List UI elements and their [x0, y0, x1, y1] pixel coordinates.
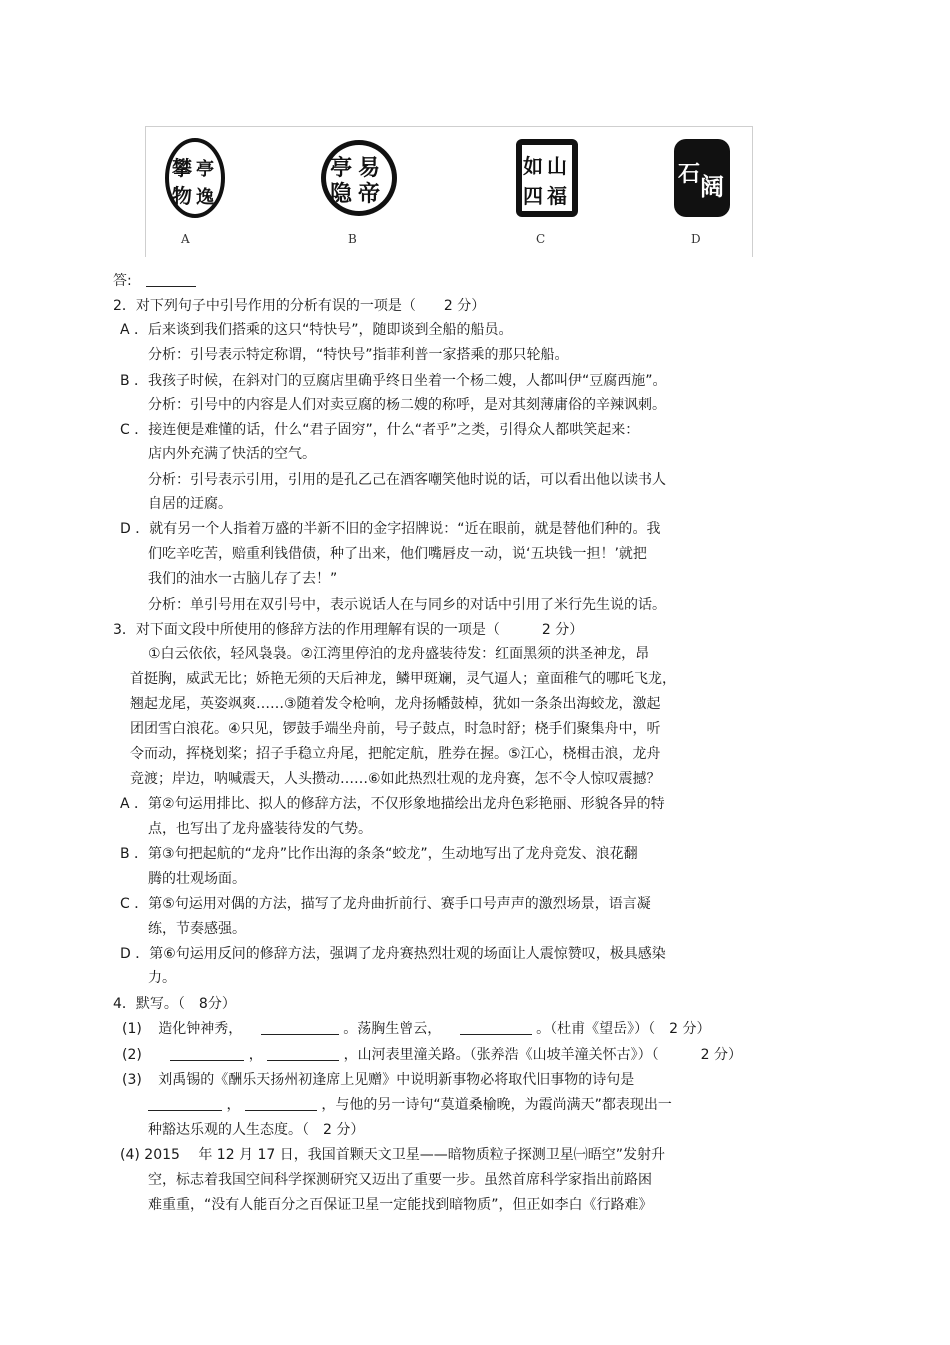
q4-item-2-text: ，山河表里潼关路。（张养浩《山坡羊潼关怀古》）（ 2 分） [343, 1047, 743, 1063]
svg-text:隐: 隐 [330, 181, 353, 207]
q3-passage-line-2: 首挺胸，威武无比；娇艳无须的天后神龙，鳞甲斑斓，灵气逼人；童面稚气的哪吒飞龙， [130, 671, 676, 687]
q2-option-c-cont: 店内外充满了快活的空气。 [148, 446, 316, 462]
svg-text:亭: 亭 [330, 155, 353, 181]
q4-item-3-blank-2[interactable] [245, 1096, 317, 1111]
q4-item-2-blank-1[interactable] [170, 1046, 244, 1061]
seal-label-b: B [348, 232, 357, 246]
q4-item-3-separator: ， [226, 1097, 241, 1113]
q2-option-b-analysis: 分析：引号中的内容是人们对卖豆腐的杨二嫂的称呼，是对其刻薄庸俗的辛辣讽刺。 [148, 397, 666, 413]
q4-item-3-number: (3) [122, 1072, 142, 1088]
q4-item-1-blank-1[interactable] [261, 1020, 339, 1035]
q4-item-2-number: (2) [122, 1047, 142, 1063]
q4-item-3-text-c: ，与他的另一诗句“莫道桑榆晚，为霞尚满天”都表现出一 [321, 1097, 672, 1113]
seal-label-a: A [181, 232, 190, 246]
q4-item-3-line-2 [148, 1095, 672, 1115]
svg-text:石: 石 [678, 161, 701, 187]
q4-item-3-text-a: 刘禹锡的《酬乐天扬州初逢席上见赠》中说明新事物必将取代旧事物的诗句是 [158, 1072, 635, 1088]
seal-label-c: C [536, 232, 546, 246]
q3-passage-line-3: 翘起龙尾，英姿飒爽……③随着发令枪响，龙舟扬幡鼓棹，犹如一条条出海蛟龙，激起 [130, 696, 661, 712]
answer-blank[interactable] [146, 272, 196, 287]
svg-text:逸: 逸 [196, 187, 214, 208]
q3-option-b-cont: 腾的壮观场面。 [148, 871, 246, 887]
q3-option-a-cont: 点，也写出了龙舟盛装待发的气势。 [148, 821, 372, 837]
q2-option-b: B ．我孩子时候，在斜对门的豆腐店里确乎终日坐着一个杨二嫂，人都叫伊“豆腐西施”。 [120, 373, 667, 389]
q4-item-1-number: (1) [122, 1021, 142, 1037]
svg-text:易: 易 [358, 155, 381, 181]
q3-stem: 3．对下面文段中所使用的修辞方法的作用理解有误的一项是（ 2 分） [113, 622, 584, 638]
q4-item-1-text-b: 。荡胸生曾云， [343, 1021, 442, 1037]
seal-c-image [514, 137, 580, 219]
seal-options-figure [145, 126, 753, 257]
q4-item-1-text-c: 。（杜甫《望岳》）（ 2 分） [536, 1021, 711, 1037]
svg-text:如: 如 [523, 154, 543, 178]
q2-option-a: A ．后来谈到我们搭乘的这只“特快号”，随即谈到全船的船员。 [120, 322, 513, 338]
q2-option-d: D ．就有另一个人指着万盛的半新不旧的金字招牌说：“近在眼前，就是替他们种的。我 [120, 521, 661, 537]
q2-option-c-analysis-cont: 自居的迂腐。 [148, 496, 232, 512]
q3-passage-line-1: ①白云依依，轻风袅袅。②江湾里停泊的龙舟盛装待发：红面黑须的洪圣神龙，昂 [148, 646, 650, 662]
seal-d-image [672, 137, 732, 219]
q4-item-1-text-a: 造化钟神秀， [158, 1021, 243, 1037]
seal-b-image [318, 137, 400, 219]
seal-a-image [164, 137, 226, 219]
q2-option-d-analysis: 分析：单引号用在双引号中，表示说话人在与同乡的对话中引用了米行先生说的话。 [148, 597, 666, 613]
q4-item-1-blank-2[interactable] [460, 1020, 532, 1035]
svg-text:阔: 阔 [700, 172, 724, 201]
svg-text:山: 山 [547, 154, 567, 178]
q2-option-c-analysis: 分析：引号表示引用，引用的是孔乙己在酒客嘲笑他时说的话，可以看出他以读书人 [148, 472, 666, 488]
q3-option-a: A ．第②句运用排比、拟人的修辞方法，不仅形象地描绘出龙舟色彩艳丽、形貌各异的特 [120, 796, 665, 812]
q2-option-d-cont-2: 我们的油水一古脑儿存了去！” [148, 571, 338, 587]
svg-text:攀: 攀 [172, 156, 192, 180]
q3-passage-line-6: 竞渡；岸边，呐喊震天，人头攒动……⑥如此热烈壮观的龙舟赛，怎不令人惊叹震撼？ [130, 771, 661, 787]
q3-passage-line-4: 团团雪白浪花。④只见，锣鼓手端坐舟前，号子鼓点，时急时舒；桡手们聚集舟中，听 [130, 721, 661, 737]
q3-passage-line-5: 令而动，挥桡划桨；招子手稳立舟尾，把舵定航，胜券在握。⑤江心，桡楫击浪，龙舟 [130, 746, 661, 762]
q4-item-1 [122, 1019, 710, 1039]
answer-label: 答: [113, 273, 132, 289]
svg-text:物: 物 [172, 184, 192, 208]
q2-option-c: C ．接连便是难懂的话，什么“君子固穷”，什么“者乎”之类，引得众人都哄笑起来： [120, 422, 640, 438]
q4-item-4: (4) 2015 年 12 月 17 日，我国首颗天文卫星——暗物质粒子探测卫星㈠晤空”发射升 [120, 1147, 666, 1163]
q4-item-3-line-3: 种豁达乐观的人生态度。（ 2 分） [148, 1122, 365, 1138]
q4-item-2 [122, 1045, 742, 1065]
q4-item-2-separator: ， [248, 1047, 263, 1063]
q4-item-3 [122, 1070, 634, 1090]
seal-label-d: D [691, 232, 701, 246]
answer-line [113, 271, 196, 291]
q4-item-2-blank-2[interactable] [267, 1046, 339, 1061]
q3-option-d: D ．第⑥句运用反问的修辞方法，强调了龙舟赛热烈壮观的场面让人震惊赞叹，极具感染 [120, 946, 666, 962]
q3-option-c: C ．第⑤句运用对偶的方法，描写了龙舟曲折前行、赛手口号声声的激烈场景，语言凝 [120, 896, 651, 912]
q3-option-b: B ．第③句把起航的“龙舟”比作出海的条条“蛟龙”，生动地写出了龙舟竞发、浪花翻 [120, 846, 638, 862]
q2-option-a-analysis: 分析：引号表示特定称谓，“特快号”指菲利普一家搭乘的那只轮船。 [148, 347, 569, 363]
q3-option-d-cont: 力。 [148, 970, 176, 986]
q3-option-c-cont: 练，节奏感强。 [148, 921, 246, 937]
svg-text:亭: 亭 [196, 159, 214, 180]
svg-text:福: 福 [547, 184, 567, 208]
q2-option-d-cont-1: 们吃辛吃苦，赔重利钱借债，种了出来，他们嘴唇皮一动，说‘五块钱一担！’就把 [148, 546, 647, 562]
q4-stem: 4．默写。（ 8分） [113, 996, 236, 1012]
q2-stem: 2．对下列句子中引号作用的分析有误的一项是（ 2 分） [113, 298, 486, 314]
q4-item-4-line-2: 空，标志着我国空间科学探测研究又迈出了重要一步。虽然首席科学家指出前路困 [148, 1172, 652, 1188]
q4-item-4-line-3: 难重重，“没有人能百分之百保证卫星一定能找到暗物质”，但正如李白《行路难》 [148, 1197, 653, 1213]
svg-text:四: 四 [523, 184, 543, 208]
q4-item-3-blank-1[interactable] [148, 1096, 222, 1111]
svg-text:帝: 帝 [358, 181, 381, 207]
